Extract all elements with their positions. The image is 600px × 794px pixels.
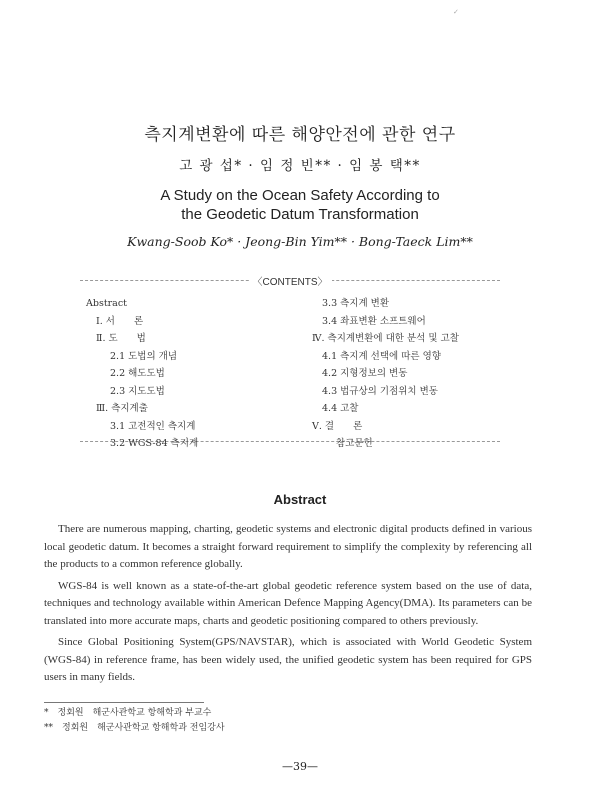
toc-item: 2.2 해도도법 bbox=[110, 368, 165, 379]
footnote-divider bbox=[44, 702, 204, 703]
abstract-paragraph: WGS-84 is well known as a state-of-the-art global geodetic reference system based on the use of data, techniques and technology available within American Defence Mapping Agency(DMA). Its parameters can be translated into more accurate maps, charts and geodetic positioning compared to others previously. bbox=[44, 579, 532, 627]
toc-left-column bbox=[86, 295, 286, 453]
toc-item: Abstract bbox=[86, 298, 127, 309]
korean-title: 측지계변환에 따른 해양안전에 관한 연구 bbox=[144, 125, 456, 145]
abstract-heading: Abstract bbox=[273, 492, 327, 507]
footnotes bbox=[44, 706, 225, 736]
toc-item: Ⅲ. 측지계출 bbox=[96, 403, 148, 414]
toc-item: 참고문헌 bbox=[336, 438, 373, 449]
toc-item: 4.1 측지계 선택에 따른 영향 bbox=[322, 350, 441, 362]
toc-item: 3.4 좌표변환 소프트웨어 bbox=[322, 315, 426, 327]
toc-item: 4.4 고찰 bbox=[322, 403, 359, 414]
toc-item: 2.1 도법의 개념 bbox=[110, 350, 178, 362]
corner-mark: ✓ bbox=[453, 8, 459, 16]
footnote: ** 정회원 해군사관학교 항해학과 전임강사 bbox=[44, 723, 225, 733]
english-title-line-1: A Study on the Ocean Safety According to bbox=[160, 187, 440, 204]
footnote: * 정회원 해군사관학교 항해학과 부교수 bbox=[44, 708, 212, 718]
toc-item: Ⅴ. 결 론 bbox=[312, 420, 363, 432]
toc-item: 4.2 지형정보의 변동 bbox=[322, 368, 408, 379]
toc-item: Ⅱ. 도 법 bbox=[96, 333, 146, 344]
toc-item: 2.3 지도도법 bbox=[110, 385, 165, 397]
toc-item: Ⅰ. 서 론 bbox=[96, 315, 144, 327]
toc-right-column bbox=[312, 295, 502, 453]
korean-authors: 고 광 섭* · 임 정 빈** · 임 봉 택** bbox=[179, 158, 421, 174]
abstract-paragraph: There are numerous mapping, charting, geodetic systems and electronic digital products defined in various local geodetic datum. It becomes a straight forward requirement to simplify the complexity by referencing all the products to a common reference globally. bbox=[44, 523, 532, 570]
english-title-line-2: the Geodetic Datum Transformation bbox=[181, 206, 419, 223]
contents-heading: 〈CONTENTS〉 bbox=[80, 273, 500, 288]
toc-item: 3.1 고전적인 측지계 bbox=[110, 420, 196, 432]
toc-item: 3.2 WGS-84 측지계 bbox=[110, 438, 199, 449]
toc-item: 3.3 측지계 변환 bbox=[322, 298, 390, 309]
contents-box bbox=[80, 277, 500, 449]
toc-item: 4.3 법규상의 기점위치 변동 bbox=[322, 385, 438, 397]
english-authors: Kwang-Soob Ko* · Jeong-Bin Yim** · Bong-Taeck Lim** bbox=[127, 234, 473, 249]
abstract-paragraph: Since Global Positioning System(GPS/NAVSTAR), which is associated with World Geodetic System (WGS-84) in reference frame, has been widely used, the unified geodetic system has been required for GPS users in many fields. bbox=[44, 636, 532, 683]
toc-item: Ⅳ. 측지계변환에 대한 분석 및 고찰 bbox=[312, 333, 459, 344]
page-number: —39— bbox=[282, 760, 318, 773]
abstract-body bbox=[44, 521, 532, 691]
english-title bbox=[0, 186, 600, 224]
